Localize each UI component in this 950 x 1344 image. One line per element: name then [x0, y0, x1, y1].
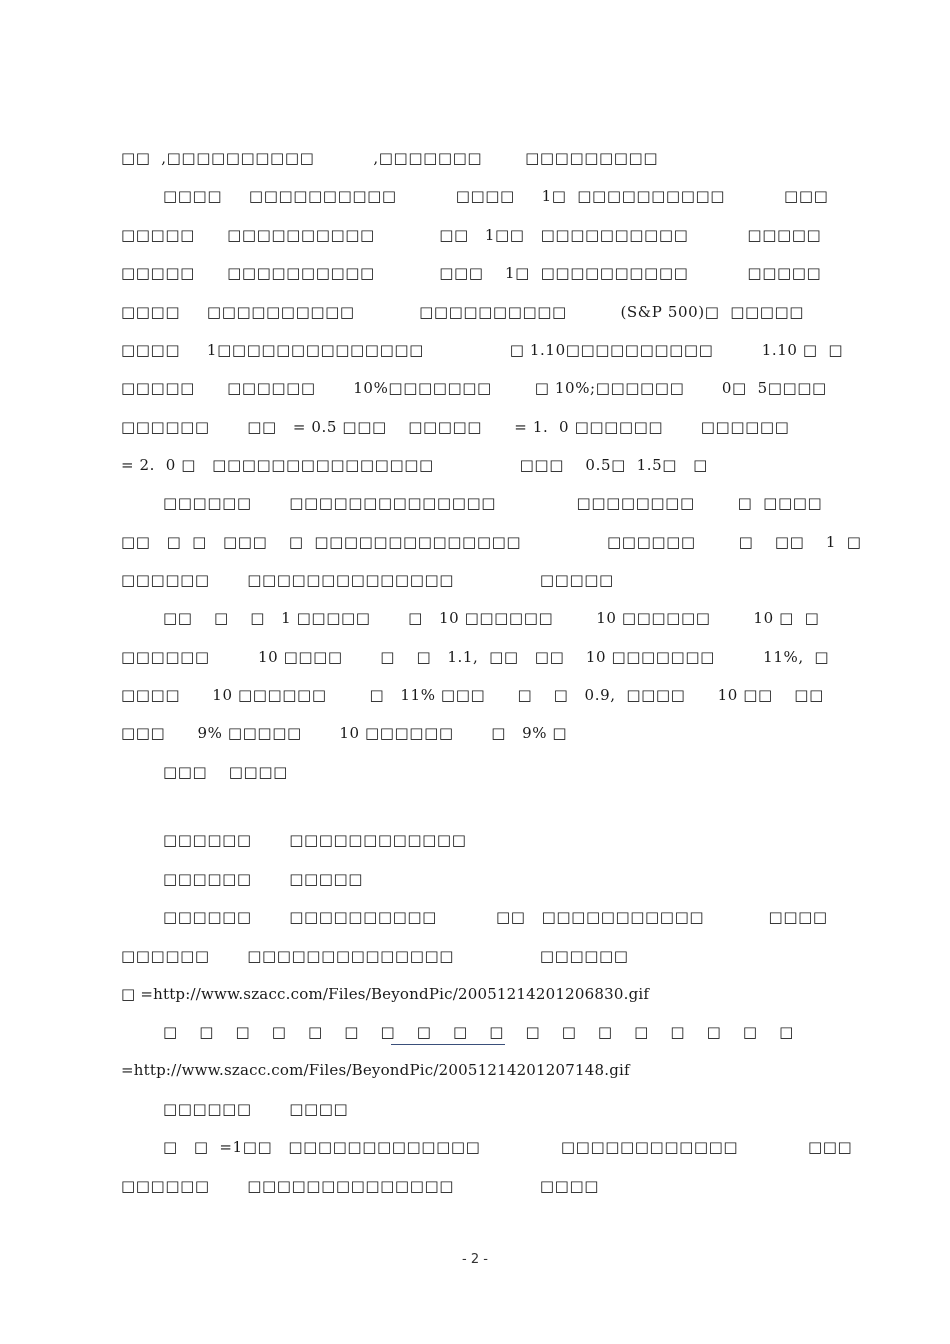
page-number: - 2 -: [462, 1252, 488, 1267]
text-line: □□□□ □□□□□□□□□□ □□□□□□□□□□ (S&P 500)□ □□□□□: [121, 303, 805, 321]
text-line: □□□□□□ □□□□□□□□□□□□□□ □□□□: [121, 1177, 600, 1195]
text-line: □□□□□□ 10 □□□□ □ □ 1.1, □□ □□ 10 □□□□□□□ 11%, □: [121, 648, 830, 666]
text-line: □□ ,□□□□□□□□□□ ,□□□□□□□ □□□□□□□□□: [121, 149, 659, 167]
text-line: □□ □ □ □□□ □ □□□□□□□□□□□□□□ □□□□□□ □ □□ 1 □: [121, 533, 862, 551]
text-line: □□□□□□ □□□□□□□□□□ □□ □□□□□□□□□□□ □□□□: [163, 908, 828, 926]
text-line: □□□□ 10 □□□□□□ □ 11% □□□ □ □ 0.9, □□□□ 10 □□ □□: [121, 686, 824, 704]
text-line: □□□□□□ □□□□□: [163, 870, 364, 888]
text-line: □□□□□ □□□□□□□□□□ □□ 1□□ □□□□□□□□□□ □□□□□: [121, 226, 822, 244]
text-line: □ □ □ □ □ □ □ □ □ □ □ □ □ □ □ □ □ □: [163, 1023, 794, 1041]
text-line: = 2. 0 □ □□□□□□□□□□□□□□□ □□□ 0.5□ 1.5□ □: [121, 456, 708, 474]
link-underline[interactable]: [391, 1044, 505, 1045]
text-line: □□□ □□□□: [163, 763, 288, 781]
text-line: □□□□□□ □□□□□□□□□□□□□□ □□□□□□□□ □ □□□□: [163, 494, 823, 512]
text-line: □□□□□ □□□□□□ 10%□□□□□□□ □ 10%;□□□□□□ 0□ 5□□□□: [121, 379, 827, 397]
text-line: □ □ =1□□ □□□□□□□□□□□□□ □□□□□□□□□□□□ □□□: [163, 1138, 853, 1156]
text-line-url: □ =http://www.szacc.com/Files/BeyondPic/20051214201206830.gif: [121, 985, 650, 1003]
text-line: □□ □ □ 1 □□□□□ □ 10 □□□□□□ 10 □□□□□□ 10 □ □: [163, 609, 820, 627]
text-line: □□□□□□ □□□□□□□□□□□□□□ □□□□□: [121, 571, 614, 589]
text-line: □□□□□□ □□□□□□□□□□□□: [163, 831, 467, 849]
text-line: □□□□ □□□□□□□□□□ □□□□ 1□ □□□□□□□□□□ □□□: [163, 187, 829, 205]
text-line: □□□□□□ □□□□: [163, 1100, 349, 1118]
text-line: □□□□□□ □□□□□□□□□□□□□□ □□□□□□: [121, 947, 629, 965]
text-line: □□□□ 1□□□□□□□□□□□□□□ □ 1.10□□□□□□□□□□ 1.10 □ □: [121, 341, 844, 359]
text-line: □□□ 9% □□□□□ 10 □□□□□□ □ 9% □: [121, 724, 568, 742]
text-line: □□□□□□ □□ = 0.5 □□□ □□□□□ = 1. 0 □□□□□□ □□□□□□: [121, 418, 790, 436]
text-line-url: =http://www.szacc.com/Files/BeyondPic/20051214201207148.gif: [121, 1061, 630, 1079]
text-line: □□□□□ □□□□□□□□□□ □□□ 1□ □□□□□□□□□□ □□□□□: [121, 264, 822, 282]
